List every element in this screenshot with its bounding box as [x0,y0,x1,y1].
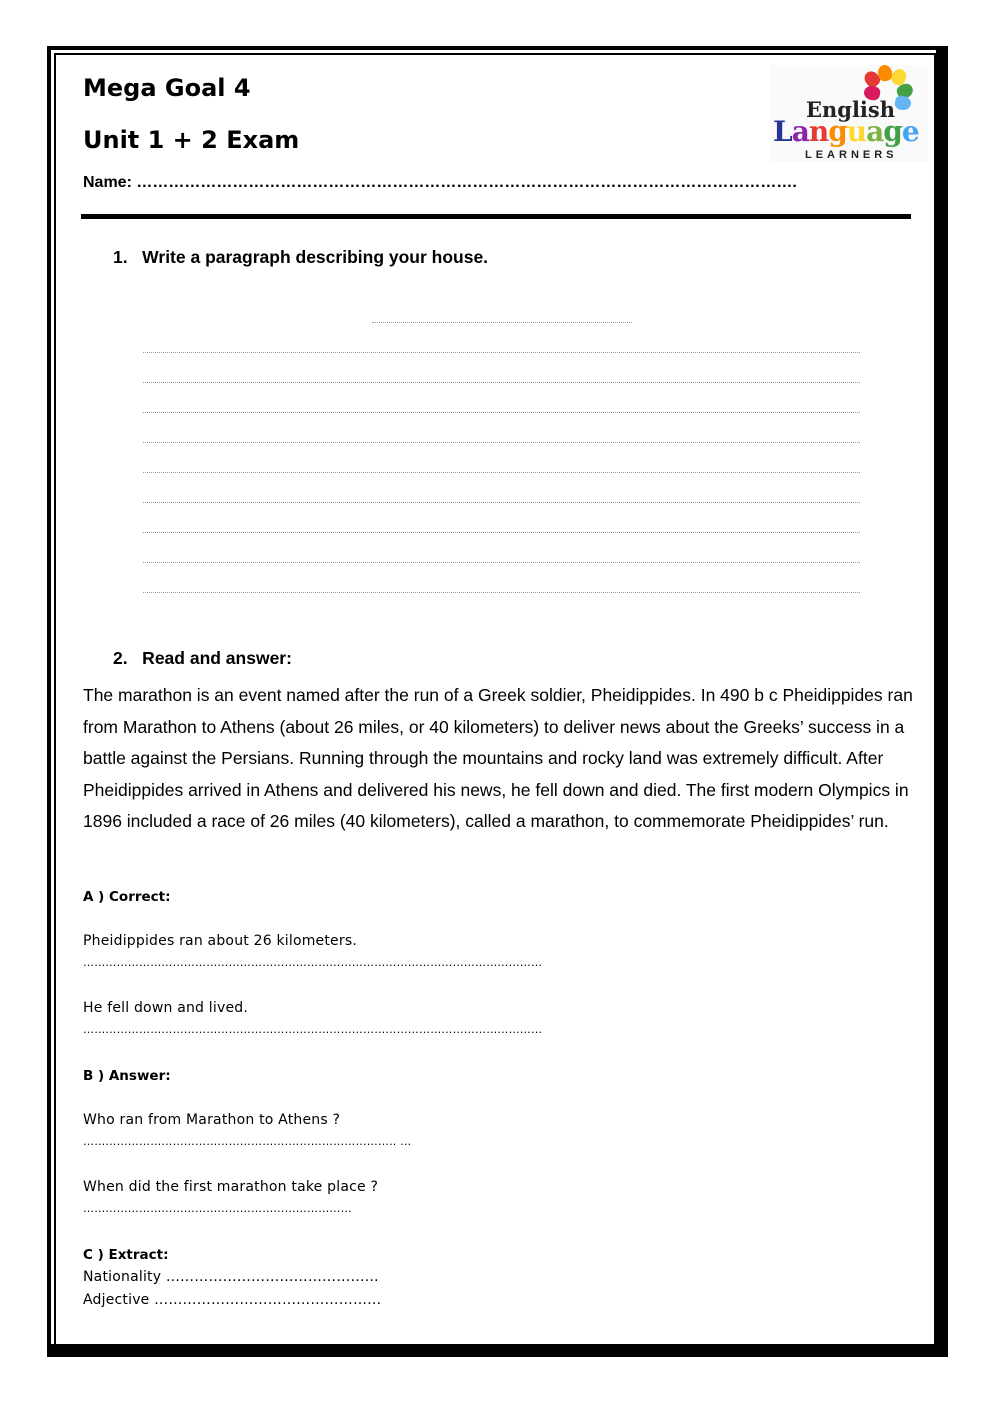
writing-line [143,472,860,473]
logo-line1: English [806,97,896,122]
exam-subtitle: Unit 1 + 2 Exam [83,126,300,154]
writing-line [143,412,860,413]
writing-line [143,442,860,443]
logo-line2: Language [773,115,919,148]
reading-passage: The marathon is an event named after the run of a Greek soldier, Pheidippides. In 490 b c Pheidippides ran from Marathon to Athens (about 26 miles, or 40 kilometers) to deliver news about the Greeks’ success in a battle against the Persians. Running through the mountains and rocky land was extremely difficult. After Pheidippides arrived in Athens and delivered his news, he fell down and died. The first modern Olympics in 1896 included a race of 26 miles (40 kilometers), called a marathon, to commemorate Pheidippides’ run. [83,685,913,832]
writing-line [143,382,860,383]
header-divider [81,214,911,219]
part-b-answer-2: ……………………………………………………………… [83,1202,352,1215]
part-c-item-1: Nationality ……………………………………… [83,1269,379,1285]
question-2-heading: 2. Read and answer: [113,648,292,668]
part-a-item-1: Pheidippides ran about 26 kilometers. [83,933,357,949]
logo-line3: LEARNERS [805,149,898,161]
part-b-label: B ) Answer: [83,1068,171,1084]
part-c-item-2: Adjective ………………………………………… [83,1292,382,1308]
writing-line [143,562,860,563]
part-a-answer-2: …………………………………………………………………………………………………………… [83,1023,543,1036]
writing-line [143,532,860,533]
writing-line [372,322,632,323]
part-a-item-2: He fell down and lived. [83,1000,248,1016]
english-language-learners-logo [770,65,928,162]
question-1-heading: 1. Write a paragraph describing your house. [113,247,489,267]
part-a-label: A ) Correct: [83,889,171,905]
part-b-item-2: When did the first marathon take place ? [83,1179,379,1195]
part-c-label: C ) Extract: [83,1247,169,1263]
name-field: Name: ……………………………………………………………………………………………………………. [83,174,797,191]
part-a-answer-1: …………………………………………………………………………………………………………… [83,956,543,969]
writing-line [143,592,860,593]
page-title: Mega Goal 4 [83,74,251,102]
part-b-answer-1: ……………………………………………….……………………….. … [83,1135,412,1148]
part-b-item-1: Who ran from Marathon to Athens ? [83,1112,341,1128]
writing-line [143,352,860,353]
writing-line [143,502,860,503]
